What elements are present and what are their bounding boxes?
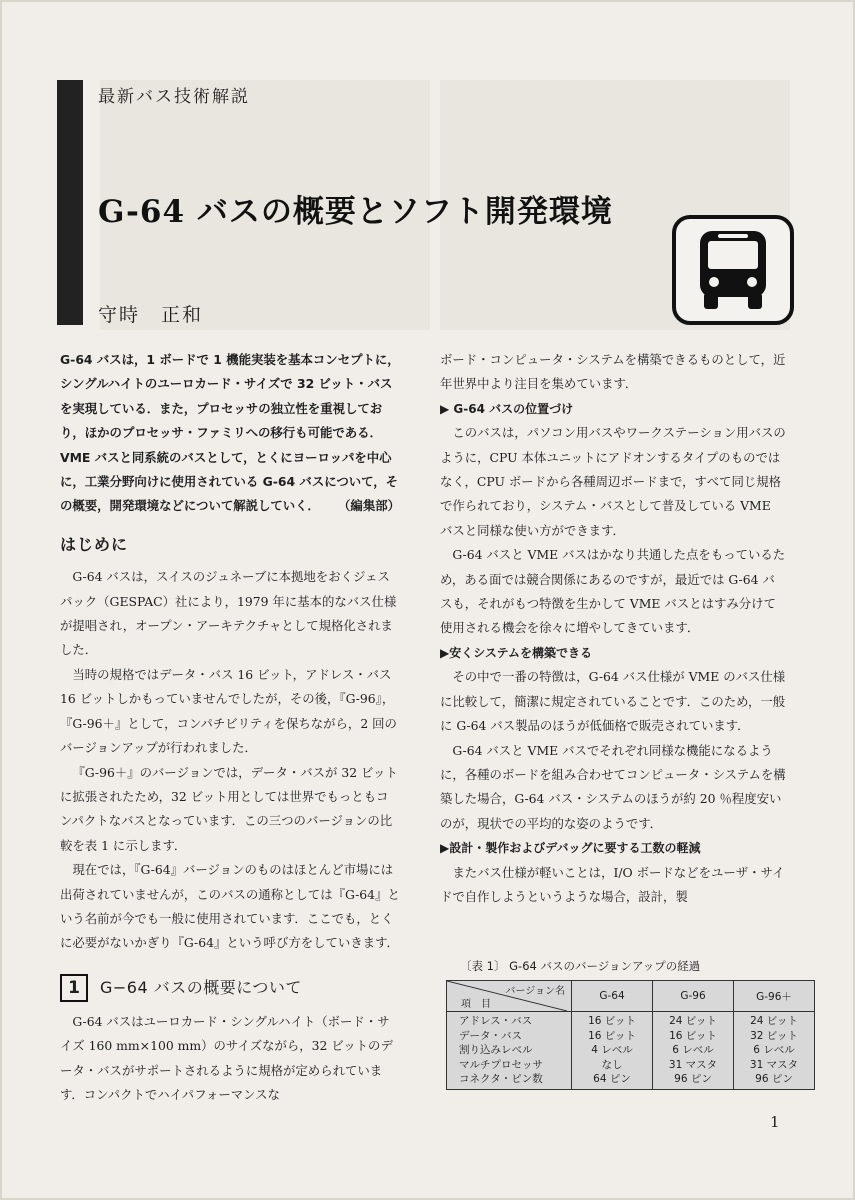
table-cell: 16 ビット — [588, 1029, 636, 1042]
g96plus-values — [734, 1012, 815, 1090]
section-title: G−64 バスの概要について — [100, 977, 302, 997]
right-paragraph-4: G-64 バスと VME バスでそれぞれ同様な機能になるように，各種のボードを組み合わせてコンピュータ・システムを構築した場合，G-64 バス・システムのほうが約 20 ％程度安いのが，現状での平均的な姿のようです． — [440, 742, 786, 831]
bus-logo — [672, 215, 794, 325]
intro-paragraph-4: 現在では，『G-64』バージョンのものはほとんど市場には出荷されていませんが，このバスの通称としては『G-64』という名前が今でも一般に使用されています．ここでも，とくに必要がないかぎり『G-64』という呼び方をしていきます． — [60, 862, 400, 951]
row-label: データ・バス — [459, 1029, 522, 1042]
right-paragraph-3: その中で一番の特徴は，G-64 バス仕様が VME のバス仕様に比較して，簡潔に規定されていることです．このため，一般に G-64 バス製品のほうが低価格で販売されています． — [440, 669, 786, 734]
table-cell: 31 マスタ — [668, 1058, 718, 1071]
table-cell: 6 レベル — [672, 1044, 714, 1056]
g96-values — [653, 1012, 734, 1090]
table-cell: 96 ピン — [674, 1073, 712, 1085]
lead-paragraph — [60, 348, 400, 519]
editor-credit: （編集部） — [338, 498, 400, 514]
intro-paragraph-3: 『G-96＋』のバージョンでは，データ・バスが 32 ビットに拡張されたため，32 ビット用としては世界でもっともコンパクトなバスとなっています．この三つのバージョンの比較を表 1 に示します． — [60, 764, 398, 853]
g64-values — [572, 1012, 653, 1090]
row-label: マルチプロセッサ — [459, 1058, 543, 1071]
intro-paragraph-1: G-64 バスは，スイスのジュネーブに本拠地をおくジェスパック（GESPAC）社により，1979 年に基本的なバス仕様が提唱され，オープン・アーキテクチャとして規格化されました． — [60, 569, 397, 658]
subheading-cheap: ▶安くシステムを構築できる — [440, 645, 593, 660]
right-paragraph-2: G-64 バスと VME バスはかなり共通した点をもっているため，ある面では競合関係にあるのですが，最近では G-64 バスも，それがもつ特徴を生かして VME バスとはすみ分けて使用される機会を徐々に増やしてきています． — [440, 547, 786, 636]
column-header-g96plus: G-96＋ — [734, 981, 815, 1012]
table-cell: 32 ビット — [750, 1029, 798, 1042]
table-cell: 16 ビット — [588, 1015, 636, 1027]
article-title: G-64 バスの概要とソフト開発環境 — [98, 194, 613, 230]
table-cell: 24 ビット — [669, 1015, 717, 1027]
table-caption: 〔表 1〕 G-64 バスのバージョンアップの経過 — [460, 959, 701, 973]
table-cell: 4 レベル — [591, 1044, 633, 1056]
section-1-paragraph-1: G-64 バスはユーロカード・シングルハイト（ボード・サイズ 160 mm×100 mm）のサイズながら，32 ビットのデータ・バスがサポートされるように規格が定められています．コンパクトでハイパフォーマンスな — [60, 1013, 393, 1102]
section-number: 1 — [60, 974, 88, 1002]
right-paragraph-5: またバス仕様が軽いことは，I/O ボードなどをユーザ・サイドで自作しようというような場合，設計，製 — [440, 864, 785, 904]
version-table — [446, 980, 815, 1090]
series-kicker: 最新バス技術解説 — [98, 87, 250, 107]
left-column — [60, 348, 400, 1107]
column-header-g96: G-96 — [653, 981, 734, 1012]
table-corner-cell — [447, 981, 572, 1012]
right-column — [440, 348, 786, 909]
lead-text: G-64 バスは，1 ボードで 1 機能実装を基本コンセプトに，シングルハイトのユーロカード・サイズで 32 ビット・バスを実現している．また，プロセッサの独立性を重視しており，ほかのプロセッサ・ファミリへの移行も可能である．VME バスと同系統のバスとして，とくにヨーロッパを中心に，工業分野向けに使用されている G-64 バスについて，その概要，開発環境などについて解説していく． — [60, 352, 400, 514]
corner-bottom-label: 項 目 — [461, 999, 491, 1010]
bus-icon — [694, 229, 772, 313]
column-header-g64: G-64 — [572, 981, 653, 1012]
intro-paragraph-2: 当時の規格ではデータ・バス 16 ビット，アドレス・バス 16 ビットしかもっていませんでしたが，その後，『G-96』，『G-96＋』として，コンパチビリティを保ちながら，2 回のバージョンアップが行われました． — [60, 666, 397, 756]
table-cell: 96 ピン — [755, 1073, 793, 1085]
table-cell: 24 ビット — [750, 1015, 798, 1027]
right-paragraph-0: ボード・コンピュータ・システムを構築できるものとして，近年世界中より注目を集めています． — [440, 352, 786, 392]
subheading-position: ▶ G-64 バスの位置づけ — [440, 401, 574, 416]
table-cell: 6 レベル — [753, 1044, 795, 1056]
corner-top-label: バージョン名 — [505, 986, 565, 997]
title-accent-bar — [57, 80, 83, 325]
author-name: 守時 正和 — [98, 304, 204, 326]
table-row — [447, 1012, 815, 1090]
table-cell: 64 ピン — [593, 1073, 631, 1085]
intro-heading: はじめに — [60, 534, 129, 554]
row-label: 割り込みレベル — [459, 1044, 533, 1056]
table-cell: なし — [601, 1058, 623, 1071]
row-label: アドレス・バス — [459, 1015, 533, 1027]
table-cell: 16 ビット — [669, 1029, 717, 1042]
row-labels — [447, 1012, 572, 1090]
section-1-heading — [60, 974, 400, 1002]
right-paragraph-1: このバスは，パソコン用バスやワークステーション用バスのように，CPU 本体ユニットにアドオンするタイプのものではなく，CPU ボードから各種周辺ボードまで，すべて同じ規格で作られており，システム・バスとして普及している VME バスと同様な使い方ができます． — [440, 425, 786, 538]
subheading-design: ▶設計・製作およびデバッグに要する工数の軽減 — [440, 841, 701, 856]
table-cell: 31 マスタ — [749, 1058, 799, 1071]
page-number: 1 — [770, 1113, 780, 1131]
row-label: コネクタ・ピン数 — [459, 1073, 543, 1085]
